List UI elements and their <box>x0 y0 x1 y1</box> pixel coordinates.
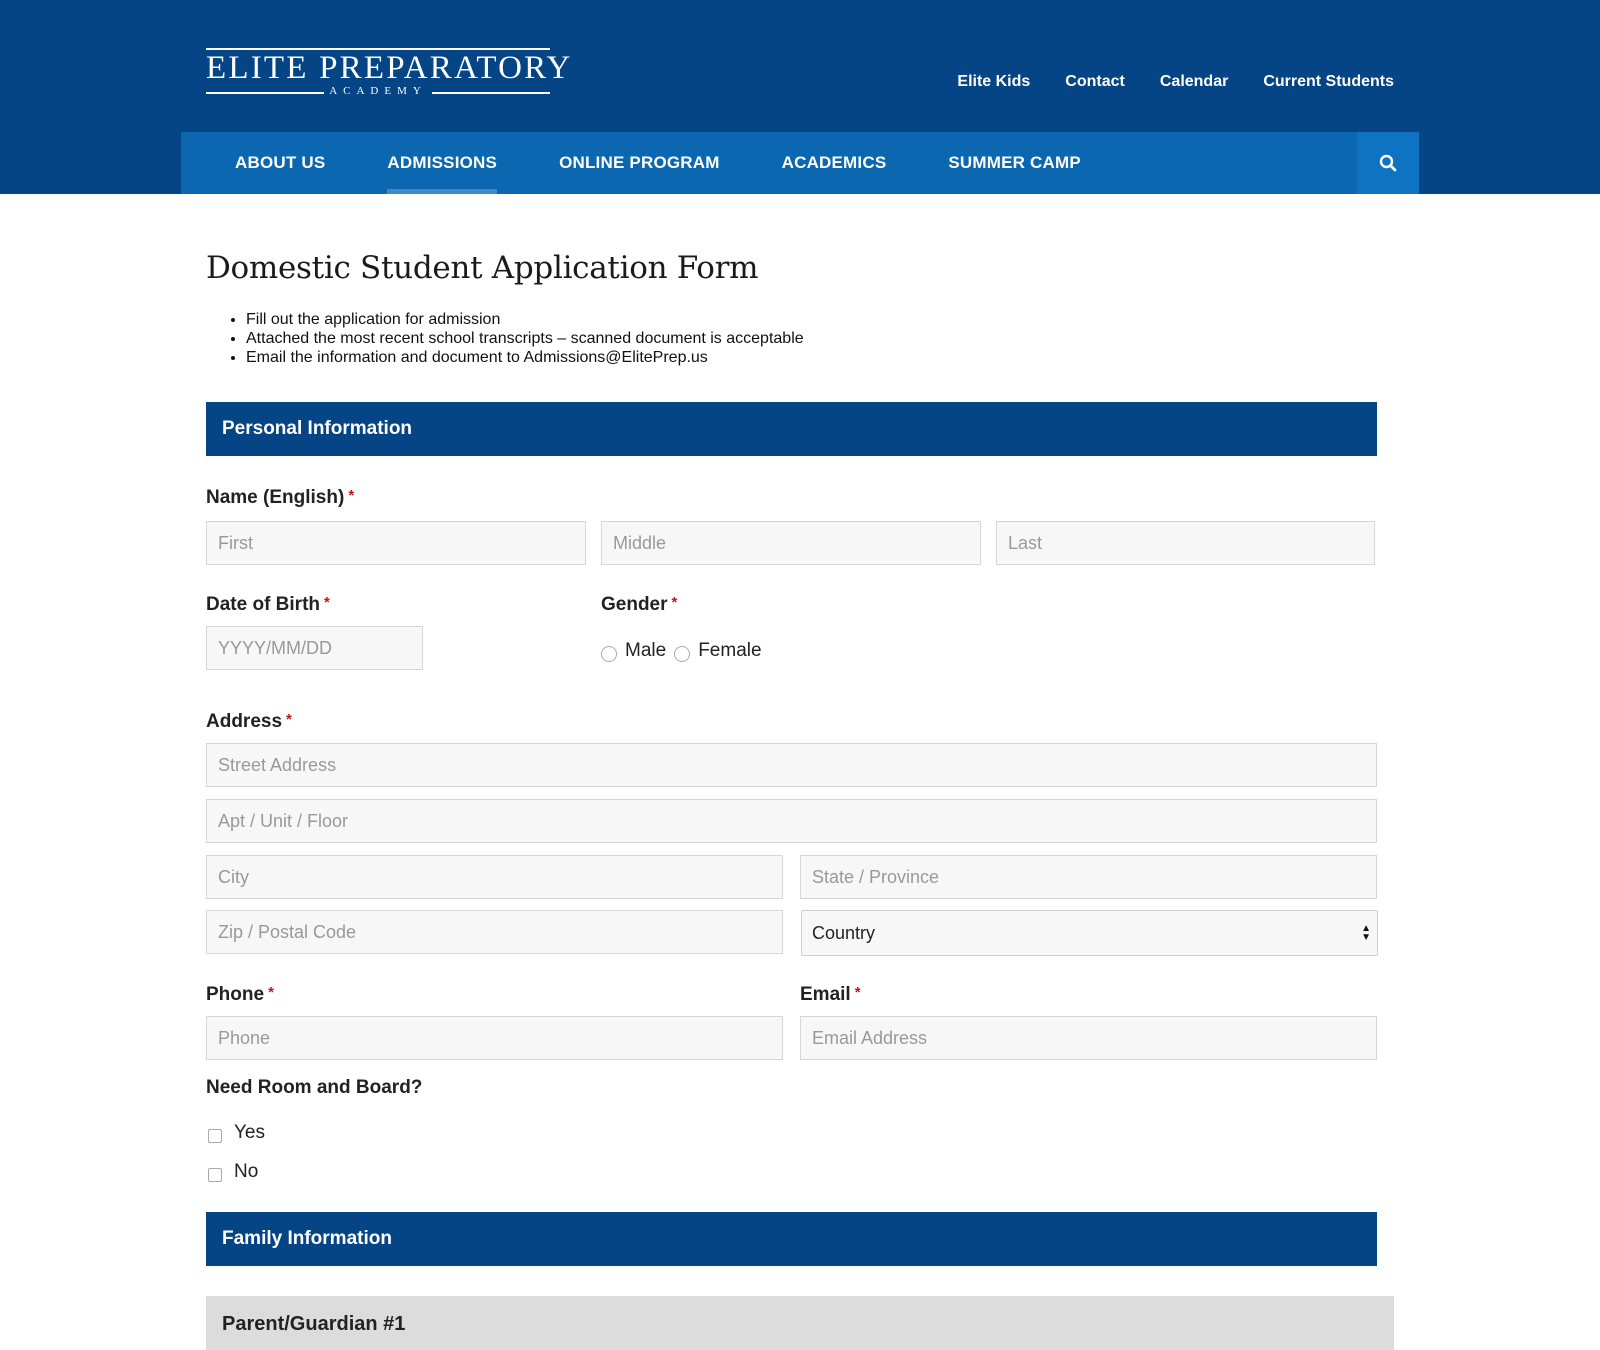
util-link-contact[interactable]: Contact <box>1065 73 1125 90</box>
util-link-calendar[interactable]: Calendar <box>1159 73 1229 90</box>
intro-item: • Email the information and document to Admissions@ElitePrep.us <box>246 348 1376 367</box>
state-province-input[interactable] <box>800 855 1377 899</box>
room-board-label: Need Room and Board? <box>206 1077 423 1098</box>
utility-nav <box>957 73 1394 91</box>
middle-name-input[interactable] <box>601 521 981 565</box>
phone-label: Phone * <box>206 984 274 1005</box>
zip-postal-input[interactable] <box>206 910 783 954</box>
email-input[interactable] <box>800 1016 1377 1060</box>
required-mark: * <box>286 711 292 728</box>
required-mark: * <box>324 594 330 611</box>
dob-input[interactable] <box>206 626 423 670</box>
last-name-input[interactable] <box>996 521 1375 565</box>
street-address-input[interactable] <box>206 743 1377 787</box>
nav-item-online-program[interactable]: ONLINE PROGRAM <box>559 153 720 172</box>
intro-item: • Attached the most recent school transcripts – scanned document is acceptable <box>246 329 1376 348</box>
intro-item: • Fill out the application for admission <box>246 310 1376 329</box>
gender-female-radio[interactable] <box>674 646 690 662</box>
section-personal-information: Personal Information <box>206 402 1377 456</box>
page-title: Domestic Student Application Form <box>206 250 759 286</box>
select-arrows-icon: ▲ ▼ <box>1361 923 1371 943</box>
main-nav <box>181 132 1419 194</box>
gender-radio-group <box>601 640 762 662</box>
required-mark: * <box>348 487 355 504</box>
site-logo[interactable] <box>206 48 573 100</box>
nav-item-summer-camp[interactable]: SUMMER CAMP <box>948 153 1081 172</box>
city-input[interactable] <box>206 855 783 899</box>
room-board-no-checkbox[interactable] <box>208 1168 222 1182</box>
gender-label: Gender * <box>601 594 678 615</box>
dob-label: Date of Birth * <box>206 594 330 615</box>
site-header <box>0 0 1600 194</box>
name-label: Name (English) * <box>206 487 355 508</box>
logo-sub-text: ACADEMY <box>329 85 427 97</box>
nav-item-admissions[interactable]: ADMISSIONS <box>387 132 497 194</box>
search-button[interactable] <box>1357 132 1419 194</box>
email-label: Email * <box>800 984 861 1005</box>
room-board-no-label[interactable]: No <box>234 1161 259 1182</box>
required-mark: * <box>268 984 274 1001</box>
apt-unit-input[interactable] <box>206 799 1377 843</box>
intro-list <box>246 310 1376 367</box>
required-mark: * <box>854 984 861 1001</box>
nav-item-academics[interactable]: ACADEMICS <box>781 153 887 172</box>
search-icon <box>1379 154 1397 172</box>
gender-female-label[interactable]: Female <box>698 640 762 661</box>
parent-guardian-1-header: Parent/Guardian #1 <box>206 1296 1394 1350</box>
util-link-elite-kids[interactable]: Elite Kids <box>957 73 1031 90</box>
gender-male-label[interactable]: Male <box>625 640 667 661</box>
gender-male-radio[interactable] <box>601 646 617 662</box>
phone-input[interactable] <box>206 1016 783 1060</box>
country-select[interactable] <box>801 910 1378 956</box>
room-board-yes-label[interactable]: Yes <box>234 1122 265 1143</box>
country-select-value: Country <box>812 922 876 943</box>
util-link-current-students[interactable]: Current Students <box>1263 73 1394 90</box>
page-content <box>206 250 1376 367</box>
nav-item-about-us[interactable]: ABOUT US <box>235 153 326 172</box>
first-name-input[interactable] <box>206 521 586 565</box>
section-family-information: Family Information <box>206 1212 1377 1266</box>
room-board-yes-checkbox[interactable] <box>208 1129 222 1143</box>
logo-main-text: ELITE PREPARATORY <box>206 50 573 86</box>
required-mark: * <box>671 594 678 611</box>
address-label: Address * <box>206 711 292 732</box>
